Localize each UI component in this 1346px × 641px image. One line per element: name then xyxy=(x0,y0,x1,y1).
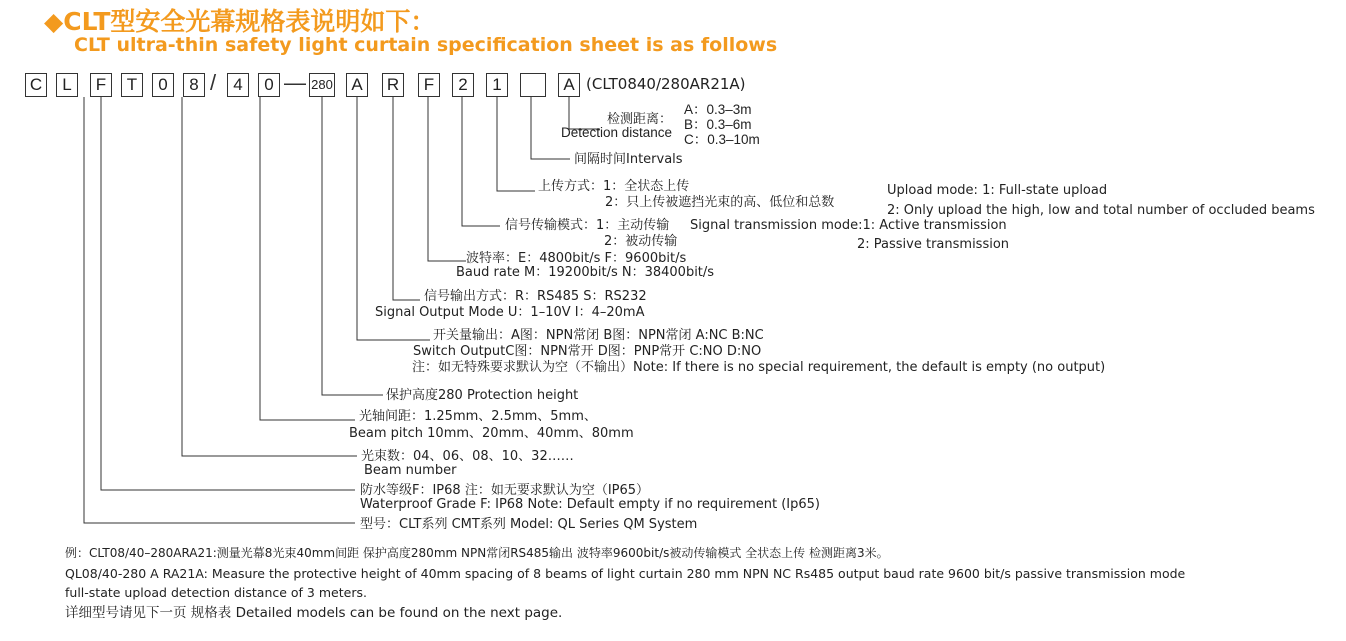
line-pitch xyxy=(260,97,355,420)
pitch-zh: 光轴间距：1.25mm、2.5mm、5mm、 xyxy=(359,409,597,424)
line-waterproof xyxy=(101,97,355,490)
code-example: (CLT0840/280AR21A) xyxy=(586,75,746,93)
code-box-7: 4 xyxy=(227,73,249,97)
protect-label: 保护高度280 Protection height xyxy=(386,388,579,403)
detection-option-b: B：0.3–6m xyxy=(684,117,752,132)
detection-label-zh: 检测距离： xyxy=(607,112,673,127)
signal-tx-label-zh: 信号传输模式：1：主动传输 xyxy=(505,218,670,233)
signal-out-en: Signal Output Mode U：1–10V I：4–20mA xyxy=(375,305,645,320)
line-protect xyxy=(322,97,383,395)
code-box-4: T xyxy=(121,73,143,97)
example-zh: 例：CLT08/40–280ARA21:测量光幕8光束40mm间距 保护高度280mm NPN常闭RS485输出 波特率9600bit/s被动传输模式 全状态上传 检测距离3米。 xyxy=(65,546,889,560)
switch-out-zh: 开关量输出：A图：NPN常闭 B图：NPN常闭 A:NC B:NC xyxy=(433,328,764,343)
code-box-15: A xyxy=(558,73,580,97)
beams-en: Beam number xyxy=(364,463,457,478)
baud-zh: 波特率：E：4800bit/s F：9600bit/s xyxy=(466,251,687,266)
signal-tx-label-en: Signal transmission mode:1: Active transmission xyxy=(690,218,1007,233)
code-box-8: 0 xyxy=(258,73,280,97)
code-box-10: R xyxy=(382,73,404,97)
code-box-height: 280 xyxy=(309,73,335,97)
title-english: CLT ultra-thin safety light curtain specification sheet is as follows xyxy=(74,34,778,56)
example-en-2: full-state upload detection distance of 3 meters. xyxy=(65,585,367,600)
model-label: 型号：CLT系列 CMT系列 Model: QL Series QM System xyxy=(360,517,698,532)
signal-tx-option2-zh: 2：被动传输 xyxy=(604,234,678,249)
line-signal-tx xyxy=(462,97,500,226)
example-en-1: QL08/40-280 A RA21A: Measure the protective height of 40mm spacing of 8 beams of light curtain 280 mm NPN NC Rs485 output baud rate 9600 bit/s passive transmission mode xyxy=(65,566,1186,581)
code-box-13: 1 xyxy=(486,73,508,97)
beams-zh: 光束数：04、06、08、10、32…… xyxy=(361,449,574,464)
line-model xyxy=(84,97,355,523)
pitch-en: Beam pitch 10mm、20mm、40mm、80mm xyxy=(349,426,634,441)
signal-out-zh: 信号输出方式：R：RS485 S：RS232 xyxy=(424,289,647,304)
baud-en: Baud rate M：19200bit/s N：38400bit/s xyxy=(456,265,715,280)
interval-label: 间隔时间Intervals xyxy=(574,152,683,167)
code-box-1: C xyxy=(25,73,47,97)
upload-label-zh: 上传方式：1：全状态上传 xyxy=(538,179,690,194)
code-box-12: 2 xyxy=(452,73,474,97)
line-baud xyxy=(428,97,466,261)
upload-en-1: Upload mode: 1: Full-state upload xyxy=(887,183,1108,198)
upload-en-2: 2: Only upload the high, low and total number of occluded beams xyxy=(887,203,1315,218)
code-box-9: A xyxy=(346,73,368,97)
code-slash: / xyxy=(210,70,217,95)
code-dash: — xyxy=(284,70,306,95)
line-beams xyxy=(182,97,357,456)
example-more: 详细型号请见下一页 规格表 Detailed models can be found on the next page. xyxy=(65,605,563,621)
code-box-3: F xyxy=(90,73,112,97)
detection-option-c: C：0.3–10m xyxy=(684,132,760,147)
detection-label-en: Detection distance xyxy=(561,125,673,140)
line-upload xyxy=(497,97,535,191)
switch-out-note: 注：如无特殊要求默认为空（不输出）Note: If there is no special requirement, the default is empty (no output) xyxy=(412,360,1106,375)
waterproof-en: Waterproof Grade F: IP68 Note: Default empty if no requirement (Ip65) xyxy=(360,497,820,512)
line-signal-out xyxy=(393,97,420,300)
code-box-5: 0 xyxy=(152,73,174,97)
waterproof-zh: 防水等级F：IP68 注：如无要求默认为空（IP65） xyxy=(360,483,650,498)
title-chinese: ◆CLT型安全光幕规格表说明如下： xyxy=(44,7,436,36)
switch-out-en: Switch OutputC图：NPN常开 D图：PNP常开 C:NO D:NO xyxy=(413,344,762,359)
signal-tx-option2-en: 2: Passive transmission xyxy=(857,237,1010,252)
code-box-2: L xyxy=(56,73,78,97)
upload-option2-zh: 2：只上传被遮挡光束的高、低位和总数 xyxy=(605,195,835,210)
code-box-11: F xyxy=(418,73,440,97)
code-box-6: 8 xyxy=(183,73,205,97)
detection-option-a: A：0.3–3m xyxy=(684,102,752,117)
